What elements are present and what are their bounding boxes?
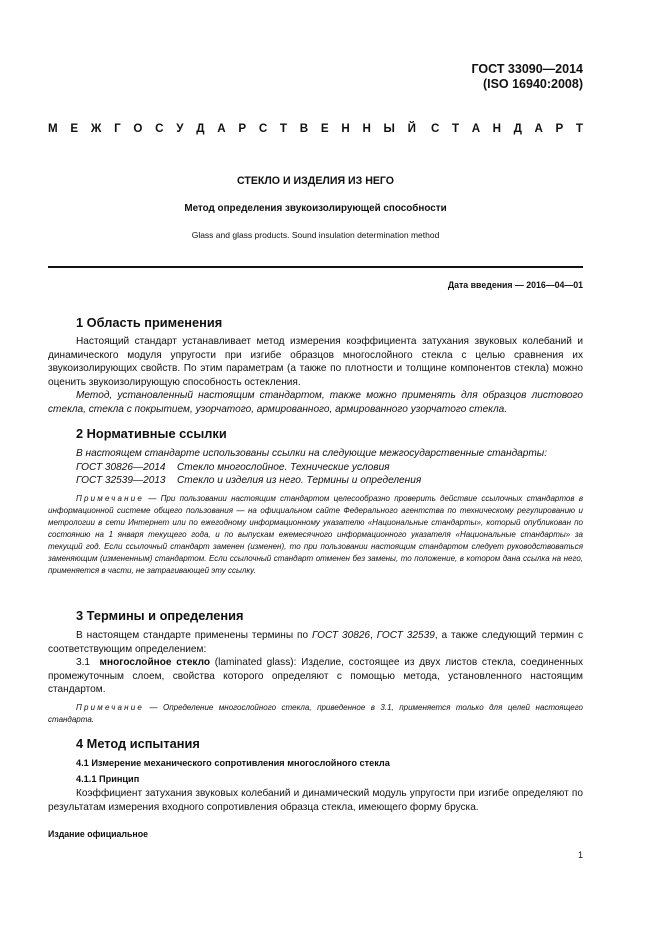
- banner-letter: М: [48, 122, 58, 135]
- reference-title: Стекло и изделия из него. Термины и определения: [177, 475, 422, 486]
- term-definition-text: Изделие, состоящее из двух листов стекла, соединенных промежуточным слоем, свойства которого определяют с помощью метода, установленного настоящим стандартом.: [48, 657, 584, 695]
- banner-letter: Т: [279, 122, 288, 135]
- banner-letter: С: [155, 122, 164, 135]
- banner-letter: С: [258, 122, 268, 135]
- reference-link: ГОСТ 30826: [311, 630, 371, 641]
- banner-letter: А: [534, 122, 543, 135]
- section-2-note: [48, 493, 583, 578]
- note-text: — При пользовании настоящим стандартом целесообразно проверить действие ссылочных стандартов в информационной системе общего пользования — на официальном сайте Федерального агентства по техническому регулированию и метрологии в сети Интернет или по ежегодному информационному указателю «Национальные стандарты», который опубликован по состоянию на 1 января текущего года, и по выпускам ежемесячного информационного указателя «Национальные стандарты» за текущий год. Если ссылочный стандарт заменен (изменен), то при пользовании настоящим стандартом следует руководствоваться заменяющим (измененным) стандартом. Если ссылочный стандарт отменен без замены, то положение, в котором дана ссылка на него, применяется в части, не затрагивающей эту ссылку.: [48, 493, 583, 576]
- edition-label: Издание официальное: [48, 829, 148, 839]
- reference-item: [76, 461, 583, 475]
- section-2-body: [48, 447, 583, 577]
- banner-letter: Т: [451, 122, 460, 135]
- term-name: многослойное стекло: [99, 657, 211, 668]
- gost-number: ГОСТ 33090—2014: [471, 62, 583, 76]
- reference-code: ГОСТ 32539—2013: [76, 475, 166, 486]
- banner-letter: Н: [492, 122, 502, 135]
- section-1-body: [48, 335, 583, 416]
- banner-letter: Н: [341, 122, 350, 135]
- banner-letter: Й: [407, 122, 416, 135]
- term-number: 3.1: [76, 657, 91, 668]
- standard-word: [431, 122, 583, 136]
- section-2-heading: 2 Нормативные ссылки: [76, 426, 227, 441]
- banner-letter: С: [431, 122, 440, 135]
- interstate-word: [48, 122, 416, 136]
- section-3-body: [48, 629, 583, 726]
- reference-title: Стекло многослойное. Технические условия: [177, 461, 390, 473]
- english-title: Glass and glass products. Sound insulation determination method: [191, 230, 440, 240]
- title-divider: [48, 266, 583, 268]
- document-title: СТЕКЛО И ИЗДЕЛИЯ ИЗ НЕГО: [236, 175, 395, 187]
- iso-number: (ISO 16940:2008): [482, 77, 583, 91]
- section-3-note: [48, 702, 583, 726]
- section-2-intro: В настоящем стандарте использованы ссылки на следующие межгосударственные стандарты:: [76, 448, 548, 459]
- subsection-4-1-1-heading: 4.1.1 Принцип: [76, 774, 140, 784]
- note-label: Примечание: [76, 702, 145, 712]
- banner-letter: Т: [575, 122, 583, 135]
- banner-letter: В: [299, 122, 309, 135]
- note-label: Примечание: [76, 493, 145, 503]
- interstate-standard-banner: [48, 122, 583, 136]
- term-definition: [48, 656, 583, 697]
- intro-text-end: , а также следующий термин с соответствующим определением:: [48, 630, 583, 655]
- standard-designation: [471, 62, 583, 92]
- banner-letter: У: [176, 122, 184, 135]
- banner-letter: Г: [114, 122, 121, 135]
- banner-letter: Р: [238, 122, 247, 135]
- banner-letter: Ы: [383, 122, 395, 135]
- section-4-heading: 4 Метод испытания: [76, 736, 200, 751]
- section-4-body: [48, 787, 583, 814]
- banner-letter: А: [217, 122, 226, 135]
- banner-letter: А: [471, 122, 481, 135]
- section-3-intro: [48, 629, 583, 656]
- section-1-heading: 1 Область применения: [76, 315, 223, 330]
- separator: ,: [370, 630, 377, 641]
- introduction-date: Дата введения — 2016—04—01: [447, 280, 583, 290]
- reference-code: ГОСТ 30826—2014: [76, 461, 166, 473]
- banner-letter: Д: [196, 122, 205, 135]
- banner-letter: Д: [513, 122, 522, 135]
- banner-letter: Ж: [90, 122, 102, 135]
- section-1-method-paragraph: Метод, установленный настоящим стандартом, также можно применять для образцов листового стекла, стекла с покрытием, узорчатого, армированного, армированного узорчатого стекла.: [48, 390, 583, 415]
- section-4-paragraph: Коэффициент затухания звуковых колебаний и динамический модуль упругости при изгибе определяют по результатам измерения входного сопротивления образца стекла, имеющего форму бруска.: [48, 788, 583, 813]
- banner-letter: Е: [320, 122, 329, 135]
- note-text: — Определение многослойного стекла, приведенное в 3.1, применяется только для целей настоящего стандарта.: [48, 702, 583, 724]
- reference-item: [76, 474, 583, 488]
- banner-letter: Р: [555, 122, 564, 135]
- subsection-4-1-heading: 4.1 Измерение механического сопротивления многослойного стекла: [76, 758, 390, 768]
- section-1-paragraph: Настоящий стандарт устанавливает метод измерения коэффициента затухания звуковых колебаний и динамического модуля упругости при изгибе образцов многослойного стекла с целью сравнения их звукоизолирующих свойств. По этим параметрам (а также по плотности и толщине компонентов стекла) можно оценить звукоизолирующую способность остекления.: [48, 336, 583, 388]
- reference-link: ГОСТ 32539: [376, 630, 435, 641]
- term-english: (laminated glass):: [210, 657, 297, 668]
- banner-letter: О: [133, 122, 143, 135]
- banner-letter: Е: [70, 122, 79, 135]
- page-number: 1: [577, 850, 583, 860]
- banner-letter: Н: [362, 122, 371, 135]
- document-subtitle: Метод определения звукоизолирующей способности: [184, 203, 447, 214]
- section-3-heading: 3 Термины и определения: [76, 608, 244, 623]
- intro-text: В настоящем стандарте применены термины по: [76, 630, 312, 641]
